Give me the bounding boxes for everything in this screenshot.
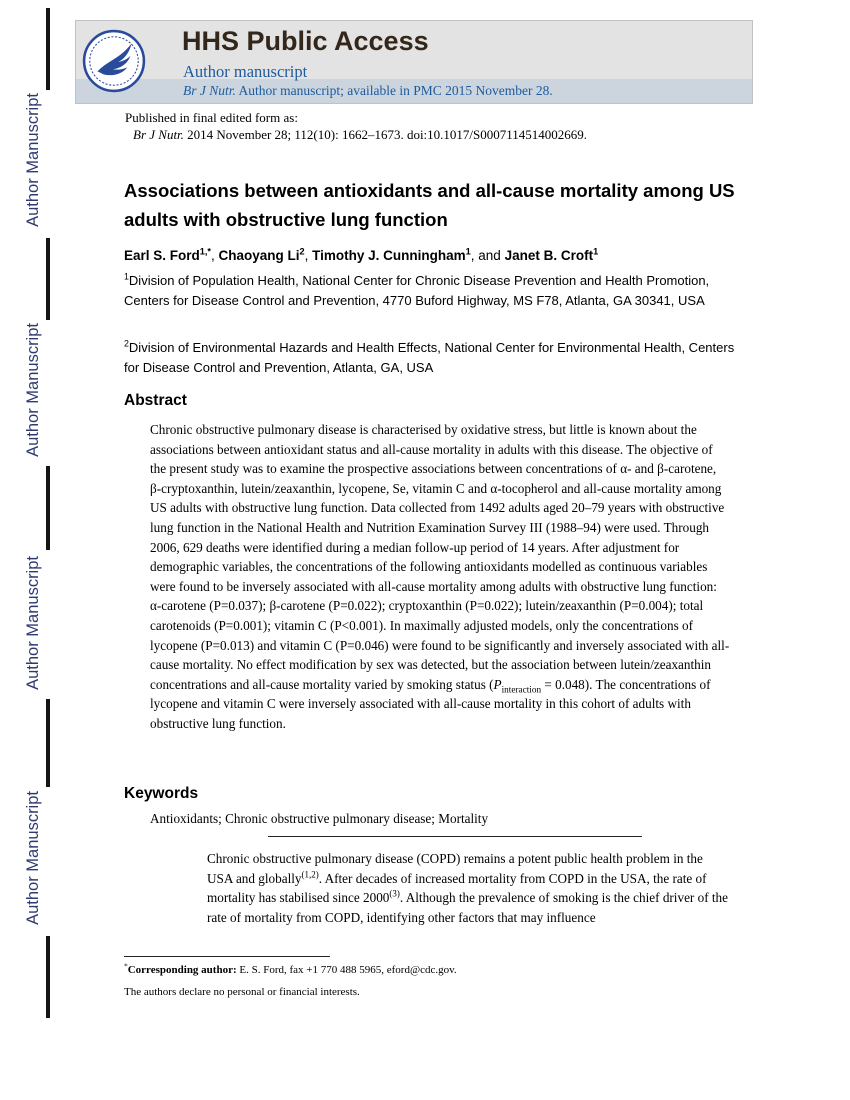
watermark-author-manuscript: Author Manuscript [24,791,42,925]
journal-name: Br J Nutr. [183,83,236,98]
body-text: . Although the prevalence of smoking is the chief driver of the rate of mortality from COPD, identifying other factors that may influence [207,890,729,925]
abstract-heading: Abstract [124,392,187,409]
affiliation [124,271,740,311]
abstract-text [150,420,730,734]
margin-rule [46,466,50,550]
section-divider [268,836,642,837]
affiliation-marker: 2 [124,338,129,349]
availability-text: Author manuscript; available in PMC 2015 November 28. [235,83,553,98]
watermark-author-manuscript: Author Manuscript [24,93,42,227]
margin-rule [46,8,50,90]
affiliation [124,338,740,378]
corresponding-author-footnote [124,961,764,976]
body-text: . After decades of increased mortality from COPD in the USA, the rate of mortality has stabilised since 2000 [207,870,707,906]
conflict-statement: The authors declare no personal or financial interests. [124,986,360,998]
abstract-part: Chronic obstructive pulmonary disease is characterised by oxidative stress, but little is known about the associations between antioxidant status and all-cause mortality in adults with this disease. The objective of the present study was to examine the prospective associations between concentrations of α- and β-carotene, β-cryptoxanthin, lutein/zeaxanthin, lycopene, Se, vitamin C and α-tocopherol and all-cause mortality among US adults with obstructive lung function. Data collected from 1492 adults aged 20–79 years with obstructive lung function in the National Health and Nutrition Examination Survey III (1988–94) were used. Through 2006, 629 deaths were identified during a median follow-up period of 14 years. After adjustment for demographic variables, the concentrations of the following antioxidants modelled as continuous variables were found to be inversely associated with all-cause mortality among adults with obstructive lung function: α-carotene (P=0.037); β-carotene (P=0.022); cryptoxanthin (P=0.022); lutein/zeaxanthin (P=0.004); total carotenoids (P=0.001); vitamin C (P<0.001). In maximally adjusted models, only the concentrations of lycopene (P=0.013) and vitamin C (P=0.046) were found to be significantly and inversely associated with all-cause mortality. No effect modification by sex was detected, but the association between lutein/zeaxanthin concentrations and all-cause mortality varied by smoking status ( [150,422,730,692]
author-name: Chaoyang Li [218,248,300,263]
hhs-logo-icon [81,28,147,94]
author-conjunction: , and [470,248,505,263]
keywords-text: Antioxidants; Chronic obstructive pulmonary disease; Mortality [150,811,489,826]
p-subscript: interaction [501,684,542,695]
reference-marker: (1,2) [301,869,319,880]
margin-rule [46,936,50,1018]
p-symbol: P [493,676,502,692]
author-name: Earl S. Ford [124,248,200,263]
citation-line [133,127,587,143]
author-affiliation-marker: 1 [593,246,599,257]
margin-rule [46,699,50,787]
footnote-label: Corresponding author: [127,964,237,976]
body-paragraph [207,849,728,927]
journal-name: Br J Nutr. [133,127,184,142]
header-availability-line [183,83,553,99]
watermark-author-manuscript: Author Manuscript [24,556,42,690]
citation-detail: 2014 November 28; 112(10): 1662–1673. doi:10.1017/S0007114514002669. [183,127,588,142]
hhs-header-banner [75,20,753,104]
author-list [124,248,598,263]
affiliation-text: Division of Environmental Hazards and Health Effects, National Center for Environmental Health, Centers for Disease Control and Prevention, Atlanta, GA, USA [124,340,735,375]
footnote-rule [124,956,330,957]
published-as-label: Published in final edited form as: [125,110,298,125]
author-affiliation-marker: 2 [299,246,305,257]
author-affiliation-marker: 1 [465,246,471,257]
footnote-text: E. S. Ford, fax +1 770 488 5965, eford@cdc.gov. [236,964,457,976]
affiliation-marker: 1 [124,271,129,282]
author-separator: , [304,248,313,263]
footnote-marker: * [124,961,128,971]
affiliation-text: Division of Population Health, National Center for Chronic Disease Prevention and Health Promotion, Centers for Disease Control and Prevention, 4770 Buford Highway, MS F78, Atlanta, GA 30341, USA [124,273,710,308]
article-title: Associations between antioxidants and all-cause mortality among US adults with obstructive lung function [124,180,735,230]
author-name: Timothy J. Cunningham [312,248,466,263]
body-text: Chronic obstructive pulmonary disease (COPD) remains a potent public health problem in the USA and globally [207,851,703,886]
watermark-author-manuscript: Author Manuscript [24,323,42,457]
keywords-heading: Keywords [124,785,199,802]
header-brand: HHS Public Access [182,26,429,56]
reference-marker: (3) [389,888,400,899]
author-name: Janet B. Croft [504,248,594,263]
author-affiliation-marker: 1,* [199,246,211,257]
margin-rule [46,238,50,320]
header-subtitle: Author manuscript [183,62,308,81]
author-separator: , [211,248,219,263]
abstract-part: = 0.048). The concentrations of lycopene and vitamin C were inversely associated with all-cause mortality in this cohort of adults with obstructive lung function. [150,676,711,731]
